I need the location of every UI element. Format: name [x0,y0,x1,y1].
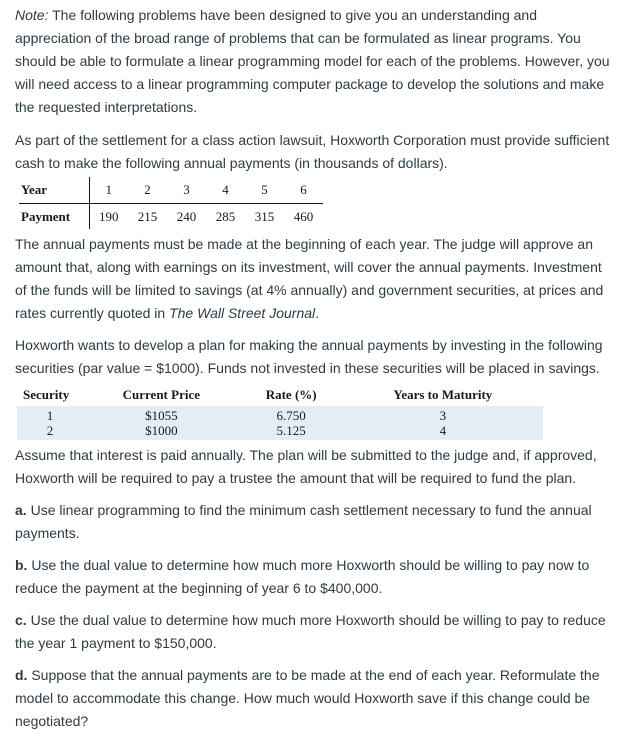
security-id: 1 [46,408,54,423]
note-label: Note: [15,7,49,23]
year-cell: 4 [206,177,245,203]
period: . [315,305,320,321]
price-value: $1055 [145,408,178,423]
question-text: Suppose that the annual payments are to be made at the end of each year. Reformulate the model to accommodate this change. How much would Hoxworth save if this change could be negotiated? [15,667,600,729]
assumption-paragraph: Assume that interest is paid annually. The plan will be submitted to the judge and, if approved, Hoxworth will be required to pay a trustee the amount that will be required to fund the plan. [15,447,597,486]
rate-cell [240,406,343,440]
payment-table [19,177,323,229]
intro-paragraph: As part of the settlement for a class action lawsuit, Hoxworth Corporation must provide sufficient cash to make the following annual payments (in thousands of dollars). [15,132,610,171]
question-text: Use the dual value to determine how much more Hoxworth should be willing to pay to reduce the year 1 payment to $150,000. [15,612,606,651]
price-cell [83,406,240,440]
security-id: 2 [46,423,54,438]
payment-cell: 315 [254,208,275,224]
payment-rules-text: The annual payments must be made at the beginning of each year. The judge will approve an amount that, along with earnings on its investment, will cover the annual payments. Investment of the funds will be limited to savings (at 4% annually) and government securities, at prices and rates currently quoted in [15,236,604,321]
maturity-value: 4 [439,423,447,438]
payment-cell: 240 [176,208,197,224]
securities-intro-paragraph: Hoxworth wants to develop a plan for making the annual payments by investing in the following securities (par value = $1000). Funds not invested in these securities will be placed in savings. [15,337,603,376]
year-cell: 1 [89,177,128,203]
year-cell: 2 [128,177,167,203]
question-d [15,664,615,733]
question-label: c. [15,612,27,628]
journal-name: The Wall Street Journal [169,305,316,321]
year-row [19,177,323,203]
year-cell: 5 [245,177,284,203]
maturity-header: Years to Maturity [343,382,543,406]
payment-cell: 460 [293,208,314,224]
payment-row [19,203,323,229]
problem-content [15,4,615,742]
payment-rules-paragraph [15,233,615,325]
year-cell: 3 [167,177,206,203]
question-c [15,609,615,655]
question-text: Use the dual value to determine how much more Hoxworth should be willing to pay now to reduce the payment at the beginning of year 6 to $400,000. [15,557,590,596]
securities-header-row [17,382,543,406]
maturity-value: 3 [439,408,447,423]
year-cell: 6 [284,177,323,203]
payment-cell: 190 [99,208,119,224]
question-b [15,554,615,600]
rate-header: Rate (%) [240,382,343,406]
payment-cell: 215 [137,208,158,224]
securities-table [17,382,543,440]
question-label: d. [15,667,28,683]
question-text: Use linear programming to find the minimum cash settlement necessary to fund the annual payments. [15,502,592,541]
maturity-cell [343,406,543,440]
security-ids-cell [17,406,83,440]
payment-cell: 285 [215,208,236,224]
rate-value: 5.125 [276,423,306,438]
price-value: $1000 [145,423,178,438]
note-paragraph [15,4,615,119]
question-label: a. [15,502,27,518]
rate-value: 6.750 [276,408,306,423]
note-text: The following problems have been designed to give you an understanding and appreciation of the broad range of problems that can be formulated as linear programs. You should be able to formulate a linear programming model for each of the problems. However, you will need access to a linear programming computer package to develop the solutions and make the requested interpretations. [15,7,610,115]
year-header: Year [19,177,89,203]
question-a [15,499,615,545]
price-header: Current Price [83,382,240,406]
securities-body-row [17,406,543,440]
payment-header: Payment [19,203,89,229]
security-header: Security [17,382,83,406]
question-label: b. [15,557,28,573]
